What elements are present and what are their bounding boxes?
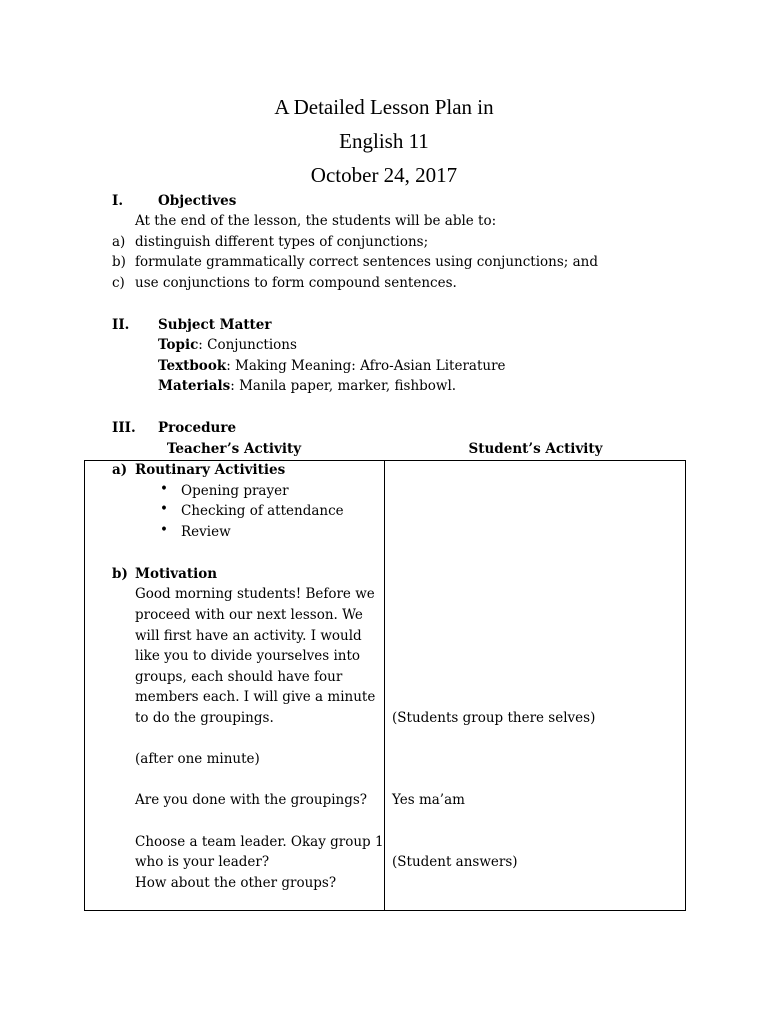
- materials-value: : Manila paper, marker, fishbowl.: [230, 378, 457, 394]
- motivation-paragraph-line: will first have an activity. I would: [135, 628, 362, 644]
- motivation-paragraph-line: members each. I will give a minute: [135, 689, 376, 705]
- textbook-line: [158, 356, 506, 376]
- materials-line: [158, 376, 456, 396]
- leader-line-2: who is your leader?: [135, 854, 270, 870]
- routinary-item-1: Opening prayer: [181, 483, 289, 499]
- objective-item-a: distinguish different types of conjunctions;: [135, 234, 429, 250]
- motivation-heading: Motivation: [135, 566, 218, 582]
- bullet-icon: •: [160, 522, 168, 538]
- table-column-divider: [384, 460, 385, 911]
- objective-marker-c: c): [112, 275, 125, 291]
- topic-line: [158, 335, 297, 355]
- leader-line-1: Choose a team leader. Okay group 1: [135, 834, 384, 850]
- after-one-minute: (after one minute): [135, 751, 260, 767]
- topic-value: : Conjunctions: [198, 337, 297, 353]
- routinary-item-2: Checking of attendance: [181, 503, 344, 519]
- objectives-heading: Objectives: [158, 193, 237, 209]
- objectives-numeral: I.: [112, 193, 124, 209]
- objective-marker-b: b): [112, 254, 126, 270]
- textbook-label: Textbook: [158, 358, 227, 374]
- objective-marker-a: a): [112, 234, 126, 250]
- student-response-group: (Students group there selves): [392, 710, 596, 726]
- motivation-paragraph-line: like you to divide yourselves into: [135, 648, 361, 664]
- title-line-3: October 24, 2017: [310, 163, 458, 187]
- title-line-1: A Detailed Lesson Plan in: [274, 95, 494, 119]
- motivation-paragraph-line: proceed with our next lesson. We: [135, 607, 363, 623]
- question-groupings-done: Are you done with the groupings?: [135, 792, 368, 808]
- motivation-paragraph-line: groups, each should have four: [135, 669, 343, 685]
- leader-line-3: How about the other groups?: [135, 875, 337, 891]
- teacher-activity-header: Teacher’s Activity: [166, 441, 302, 457]
- bullet-icon: •: [160, 501, 168, 517]
- routinary-heading: Routinary Activities: [135, 462, 286, 478]
- objectives-intro: At the end of the lesson, the students will be able to:: [135, 213, 497, 229]
- topic-label: Topic: [158, 337, 199, 353]
- motivation-paragraph-line: Good morning students! Before we: [135, 586, 375, 602]
- procedure-numeral: III.: [112, 420, 136, 436]
- motivation-paragraph-line: to do the groupings.: [135, 710, 274, 726]
- subject-matter-numeral: II.: [112, 317, 130, 333]
- bullet-icon: •: [160, 481, 168, 497]
- materials-label: Materials: [158, 378, 231, 394]
- title-line-2: English 11: [339, 129, 429, 153]
- objective-item-b: formulate grammatically correct sentences using conjunctions; and: [135, 254, 599, 270]
- student-response-yes: Yes ma’am: [392, 792, 465, 808]
- textbook-value: : Making Meaning: Afro-Asian Literature: [226, 358, 506, 374]
- routinary-item-3: Review: [181, 524, 231, 540]
- routinary-marker: a): [112, 462, 128, 478]
- student-response-answers: (Student answers): [392, 854, 518, 870]
- subject-matter-heading: Subject Matter: [158, 317, 272, 333]
- objective-item-c: use conjunctions to form compound sentences.: [135, 275, 457, 291]
- motivation-marker: b): [112, 566, 128, 582]
- procedure-heading: Procedure: [158, 420, 237, 436]
- student-activity-header: Student’s Activity: [468, 441, 603, 457]
